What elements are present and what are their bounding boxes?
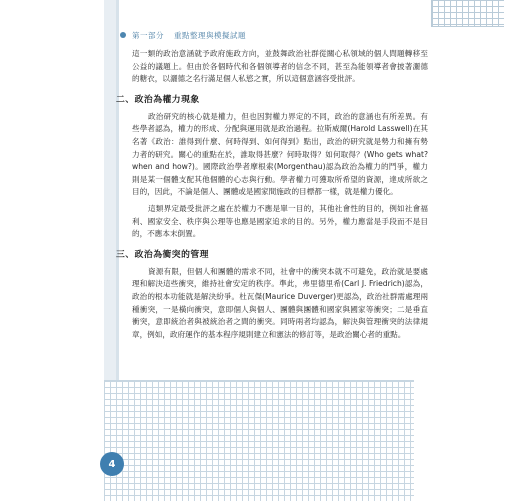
header-part-label: 第一部分 bbox=[132, 30, 164, 40]
section-power-paragraph-1: 政治研究的核心就是權力，但也因對權力界定的不同，政治的意涵也有所差異。有些學者認為，權力的形成、分配與運用就是政治過程。拉斯威爾(Harold Lasswell)在其名著《政治：誰得到什麼、何時得到、如何得到》點出，政治的研究就是勢力和擁有勢力者的研究。關心的重點在於，誰取得甚麼？何時取得？如何取得？(Who gets what? when and how?)。國際政治學者摩根索(Morgenthau)認為政治為權力的鬥爭，權力則是某一個體支配其他個體的心志與行動。學者權力可獲取所希望的資源，達成所欲之目的，因此，不論是個人、團體或是國家間施政的目標都一樣，就是權力優化。 bbox=[132, 111, 428, 197]
corner-grid-decoration bbox=[431, 0, 504, 27]
header-title: 重點整理與模擬試題 bbox=[174, 30, 246, 40]
section-heading-conflict: 三、政治為衝突的管理 bbox=[116, 249, 209, 260]
bottom-grid-decoration bbox=[104, 380, 414, 501]
section-heading-power: 二、政治為權力現象 bbox=[116, 94, 200, 105]
header-bullet-icon bbox=[120, 32, 126, 38]
intro-paragraph: 這一類的政治意涵就予政府施政方向，並鼓舞政治社群從關心私領域的個人問題轉移至公益的議題上。但由於各個時代和各個領導者的信念不同，甚至為能領導者會披著灑德的糖衣，以灑德之名行滿足個人私慾之實，所以這個意涵容受批評。 bbox=[132, 49, 428, 84]
section-power-paragraph-2: 這類界定最受批評之處在於權力不應是單一目的，其他社會性的目的，例如社會福利、國家安全、秩序與公理等也應是國家追求的目的。另外，權力應當是手段而不是目的，不應本末倒置。 bbox=[132, 203, 428, 239]
page-content bbox=[116, 48, 428, 345]
running-header bbox=[120, 28, 246, 42]
section-conflict-paragraph-1: 資源有限，但個人和團體的需求不同，社會中的衝突本就不可避免，政治就是要處理和解決這些衝突，維持社會安定的秩序。準此，弗里德里希(Carl J. Friedrich)認為，政治的根本功能就是解決紛爭。杜瓦傑(Maurice Duverger)更認為，政治社群需處理兩種衝突，一是橫向衝突，意即個人與個人、團體與團體和國家與國家等衝突；二是垂直衝突，意即統治者與被統治者之間的衝突。同時兩者均認為，解決與管理衝突的法律規章，例如，政府運作的基本程序規則建立和憲法的修訂等，是政治關心者的重點。 bbox=[132, 266, 428, 339]
page-number-badge: 4 bbox=[100, 452, 124, 476]
